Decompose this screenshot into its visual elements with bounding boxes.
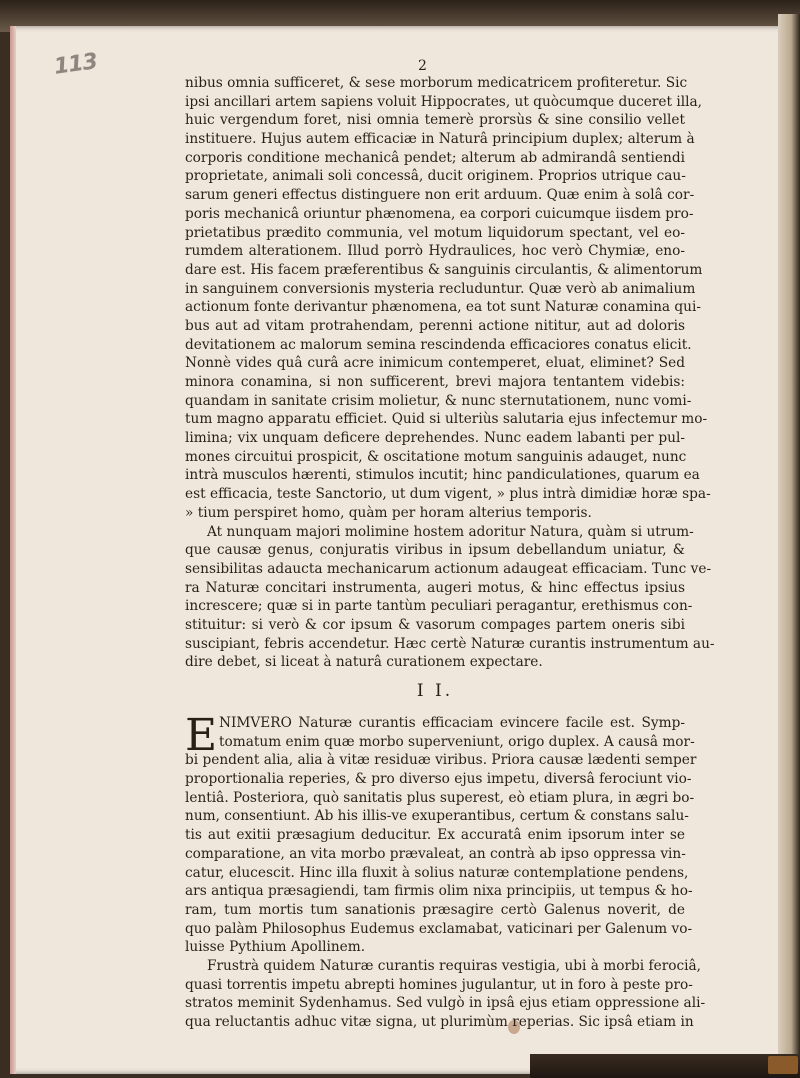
page-left-edge: [10, 26, 16, 1074]
text-line: » tium perspiret homo, quàm per horam alterius temporis.: [185, 504, 592, 521]
text-line: proprietate, animali soli concessâ, ducit originem. Proprios utrique cau-: [185, 168, 686, 185]
text-line: est efficacia, teste Sanctorio, ut dum vigent, » plus intrà dimidiæ horæ spa-: [185, 486, 711, 503]
text-line: sensibilitas adaucta mechanicarum actionum adaugeat efficaciam. Tunc ve-: [185, 560, 712, 577]
text-line: suscipiant, febris accendetur. Hæc certè Naturæ curantis instrumentum au-: [185, 635, 715, 652]
body-text: [185, 74, 715, 1032]
text-line: tis aut exitii præsagium deducitur. Ex accuratâ enim ipsorum inter se: [185, 827, 685, 844]
text-line: limina; vix unquam deficere deprehendes. Nunc eadem labanti per pul-: [185, 430, 685, 447]
margin-note: 113: [52, 49, 99, 80]
paragraph-block-2: [185, 523, 715, 673]
text-line: Frustrà quidem Naturæ curantis requiras vestigia, ubi à morbi ferociâ,: [207, 957, 702, 974]
text-line: luisse Pythium Apollinem.: [185, 939, 366, 956]
text-line: proportionalia reperies, & pro diverso ejus impetu, diversâ ferociunt vio-: [185, 771, 692, 788]
text-line: catur, elucescit. Hinc illa fluxit à solius naturæ contemplatione pendens,: [185, 864, 689, 881]
text-line: Nonnè vides quâ curâ acre inimicum contemperet, eluat, eliminet? Sed: [185, 355, 685, 372]
paragraph-block-1: [185, 74, 711, 523]
dropcap-lines: [185, 714, 695, 751]
text-line: mones circuitui prospicit, & oscitatione motum sanguinis adauget, nunc: [185, 448, 687, 465]
text-line: stituitur: si verò & cor ipsum & vasorum compages partem oneris sibi: [185, 616, 685, 633]
text-line: tum magno apparatu efficiet. Quid si ulteriùs salutaria ejus infectemur mo-: [185, 411, 708, 428]
text-line: dare est. His facem præferentibus & sanguinis circulantis, & alimentorum: [185, 261, 703, 278]
text-line: devitationem ac malorum semina rescindenda efficaciores conatus elicit.: [185, 336, 692, 353]
text-line: tomatum enim quæ morbo superveniunt, origo duplex. A causâ mor-: [219, 733, 695, 750]
text-line: poris mechanicâ oriuntur phænomena, ea corpori cuicumque iisdem pro-: [185, 205, 694, 222]
page-number: 2: [418, 58, 427, 74]
text-line: sarum generi effectus distinguere non erit arduum. Quæ enim à solâ cor-: [185, 187, 695, 204]
text-line: bus aut ad vitam protrahendam, perenni actione nititur, aut ad doloris: [185, 317, 685, 334]
text-line: in sanguinem conversionis mysteria recluduntur. Quæ verò ab animalium: [185, 280, 696, 297]
section-heading: I I.: [416, 681, 454, 701]
text-line: NIMVERO Naturæ curantis efficaciam evincere facile est. Symp-: [219, 715, 685, 731]
text-line: nibus omnia sufficeret, & sese morborum medicatricem profiteretur. Sic: [185, 75, 688, 91]
text-line: minora conamina, si non sufficerent, brevi majora tentantem videbis:: [185, 374, 685, 390]
text-line: increscere; quæ si in parte tantùm peculiari peragantur, erethismus con-: [185, 598, 693, 615]
text-line: dire debet, si liceat à naturâ curationem expectare.: [185, 654, 543, 671]
drop-cap: E: [185, 710, 218, 761]
book-fore-edge: [778, 14, 800, 1078]
background-shelf: [530, 1054, 800, 1078]
text-line: stratos meminit Sydenhamus. Sed vulgò in ipsâ ejus etiam oppressione ali-: [185, 995, 706, 1012]
text-line: huic vergendum foret, nisi omnia temerè prorsùs & sine consilio vellet: [185, 112, 685, 129]
text-line: ars antiqua præsagiendi, tam firmis olim nixa principiis, ut tempus & ho-: [185, 883, 693, 900]
text-line: ra Naturæ concitari instrumenta, augeri motus, & hinc effectus ipsius: [185, 579, 685, 596]
text-line: At nunquam majori molimine hostem adoritur Natura, quàm si utrum-: [207, 523, 694, 540]
text-line: num, consentiunt. Ab his illis-ve exuperantibus, certum & constans salu-: [185, 808, 689, 825]
text-line: bi pendent alia, alia à vitæ residuæ viribus. Priora causæ lædenti semper: [185, 752, 697, 769]
text-line: corporis conditione mechanicâ pendet; alterum ab admirandâ sentiendi: [185, 149, 685, 166]
background-object: [768, 1056, 798, 1074]
text-line: instituere. Hujus autem efficaciæ in Naturâ principium duplex; alterum à: [185, 131, 695, 148]
text-line: quasi torrentis impetu abrepti homines jugulantur, ut in foro à peste pro-: [185, 976, 693, 993]
text-line: comparatione, an vita morbo prævaleat, an contrà ab ipso oppressa vin-: [185, 845, 686, 862]
text-line: lentiâ. Posteriora, quò sanitatis plus superest, eò etiam plura, in ægri bo-: [185, 789, 695, 806]
text-line: quo palàm Philosophus Eudemus exclamabat, vaticinari per Galenum vo-: [185, 920, 693, 937]
paragraph-block-3: [185, 751, 697, 957]
text-line: ipsi ancillari artem sapiens voluit Hippocrates, ut quòcumque duceret illa,: [185, 93, 702, 110]
text-line: quandam in sanitate crisim molietur, & nunc sternutationem, nunc vomi-: [185, 392, 692, 409]
text-line: intrà musculos hærenti, stimulos incutit; hinc pandiculationes, quarum ea: [185, 467, 700, 484]
text-line: que causæ genus, conjuratis viribus in ipsum debellandum uniatur, &: [185, 542, 685, 559]
text-line: qua reluctantis adhuc vitæ signa, ut plurimùm reperias. Sic ipsâ etiam in: [185, 1014, 694, 1030]
paragraph-block-4: [185, 957, 706, 1032]
text-line: rumdem alterationem. Illud porrò Hydraulices, hoc verò Chymiæ, eno-: [185, 243, 685, 260]
text-line: ram, tum mortis tum sanationis præsagire certò Galenus noverit, de: [185, 901, 685, 918]
text-line: prietatibus prædito communia, vel motum liquidorum spectant, vel eo-: [185, 224, 685, 241]
text-line: actionum fonte derivantur phænomena, ea tot sunt Naturæ conamina qui-: [185, 299, 702, 316]
